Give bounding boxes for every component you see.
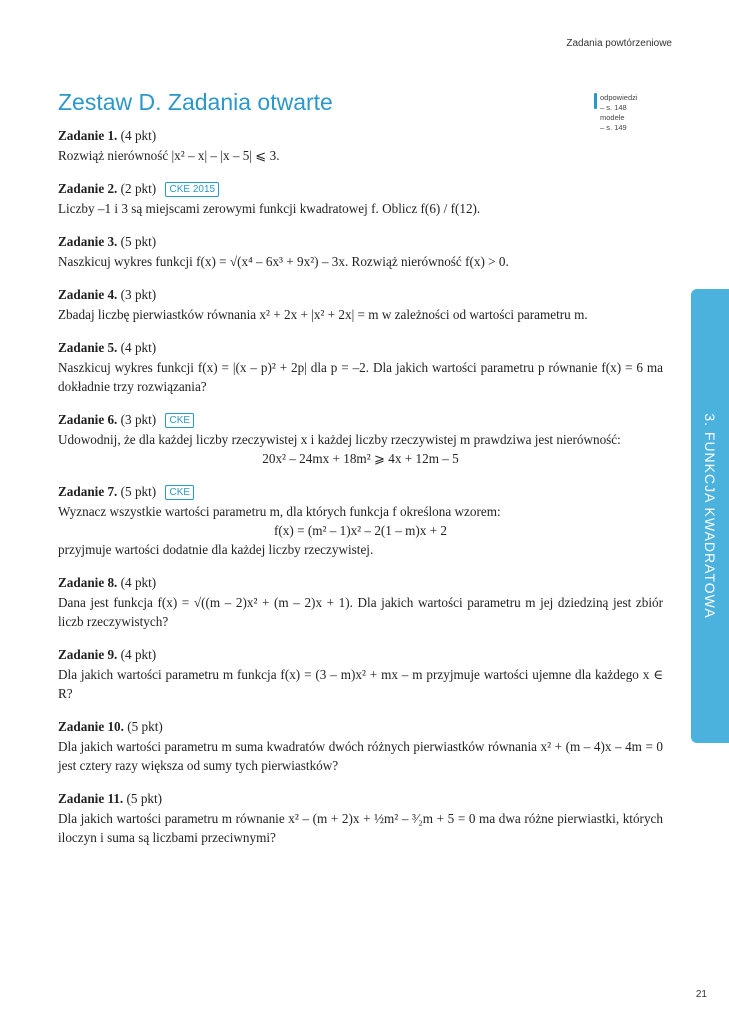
task-text: Dla jakich wartości parametru m suma kwadratów dwóch różnych pierwiastków równania x² + (m – 4)x – 4m = 0 jest cztery razy większa od sumy tych pierwiastków? [58, 739, 663, 773]
task-number: Zadanie 1. [58, 128, 118, 143]
task-heading [58, 285, 663, 304]
task-points: (5 pkt) [120, 484, 157, 499]
task-4 [58, 285, 663, 324]
reference-line: – s. 148 [600, 103, 627, 112]
task-number: Zadanie 2. [58, 181, 118, 196]
task-heading [58, 717, 663, 736]
task-number: Zadanie 4. [58, 287, 118, 302]
task-9 [58, 645, 663, 703]
task-text: Wyznacz wszystkie wartości parametru m, dla których funkcja f określona wzorem: [58, 504, 501, 519]
task-11 [58, 789, 663, 847]
task-7 [58, 482, 663, 559]
task-formula: f(x) = (m² – 1)x² – 2(1 – m)x + 2 [274, 523, 447, 538]
task-points: (2 pkt) [120, 181, 157, 196]
task-number: Zadanie 10. [58, 719, 124, 734]
reference-line: odpowiedzi [600, 93, 638, 102]
page-title: Zestaw D. Zadania otwarte [58, 89, 333, 115]
task-number: Zadanie 8. [58, 575, 118, 590]
task-text: Udowodnij, że dla każdej liczby rzeczywistej x i każdej liczby rzeczywistej m prawdziwa jest nierówność: [58, 432, 621, 447]
task-points: (5 pkt) [127, 719, 163, 734]
task-points: (5 pkt) [120, 234, 157, 249]
task-heading [58, 645, 663, 664]
task-text: Liczby –1 i 3 są miejscami zerowymi funkcji kwadratowej f. Oblicz f(6) / f(12). [58, 201, 481, 216]
task-heading [58, 482, 663, 501]
task-2 [58, 179, 663, 218]
task-text: Dana jest funkcja f(x) = √((m – 2)x² + (m – 2)x + 1). Dla jakich wartości parametru m jej dziedziną jest zbiór liczb rzeczywistych? [58, 595, 663, 629]
task-10 [58, 717, 663, 775]
task-6 [58, 410, 663, 468]
task-8 [58, 573, 663, 631]
task-heading [58, 789, 663, 808]
task-list [58, 126, 663, 861]
task-text: Naszkicuj wykres funkcji f(x) = |(x – p)² + 2p| dla p = –2. Dla jakich wartości parametru p równanie f(x) = 6 ma dokładnie trzy rozwiązania? [58, 360, 663, 394]
task-number: Zadanie 9. [58, 647, 118, 662]
task-text: Zbadaj liczbę pierwiastków równania x² + 2x + |x² + 2x| = m w zależności od wartości parametru m. [58, 307, 588, 322]
task-points: (4 pkt) [120, 340, 157, 355]
task-points: (3 pkt) [120, 412, 157, 427]
source-badge: CKE 2015 [165, 182, 219, 197]
task-heading [58, 338, 663, 357]
reference-marker [594, 93, 597, 109]
chapter-tab-label: 3. FUNKCJA KWADRATOWA [702, 413, 718, 619]
task-points: (5 pkt) [126, 791, 163, 806]
page-number: 21 [695, 989, 707, 1000]
reference-line: modele [600, 113, 625, 122]
task-number: Zadanie 5. [58, 340, 118, 355]
running-header: Zadania powtórzeniowe [566, 38, 672, 49]
task-number: Zadanie 7. [58, 484, 118, 499]
chapter-tab [691, 289, 729, 743]
task-3 [58, 232, 663, 271]
task-number: Zadanie 3. [58, 234, 118, 249]
task-points: (4 pkt) [120, 647, 157, 662]
task-text: Naszkicuj wykres funkcji f(x) = √(x⁴ – 6x³ + 9x²) – 3x. Rozwiąż nierówność f(x) > 0. [58, 254, 509, 269]
task-1 [58, 126, 663, 165]
task-text: przyjmuje wartości dodatnie dla każdej liczby rzeczywistej. [58, 542, 374, 557]
reference-line: – s. 149 [600, 123, 627, 132]
task-heading [58, 179, 663, 198]
task-heading [58, 573, 663, 592]
task-text: Rozwiąż nierówność |x² – x| – |x – 5| ⩽ 3. [58, 148, 280, 163]
source-badge: CKE [165, 485, 194, 500]
task-number: Zadanie 6. [58, 412, 118, 427]
task-heading [58, 126, 663, 145]
task-heading [58, 410, 663, 429]
task-formula: 20x² – 24mx + 18m² ⩾ 4x + 12m – 5 [262, 451, 459, 466]
task-points: (4 pkt) [120, 575, 157, 590]
task-5 [58, 338, 663, 396]
task-number: Zadanie 11. [58, 791, 124, 806]
task-text: Dla jakich wartości parametru m funkcja f(x) = (3 – m)x² + mx – m przyjmuje wartości ujemne dla każdego x ∈ R? [58, 667, 663, 701]
task-points: (3 pkt) [120, 287, 157, 302]
task-heading [58, 232, 663, 251]
source-badge: CKE [165, 413, 194, 428]
task-points: (4 pkt) [120, 128, 157, 143]
task-text: Dla jakich wartości parametru m równanie x² – (m + 2)x + ½m² – ³⁄₂m + 5 = 0 ma dwa różne pierwiastki, których iloczyn i suma są liczbami przeciwnymi? [58, 811, 663, 845]
